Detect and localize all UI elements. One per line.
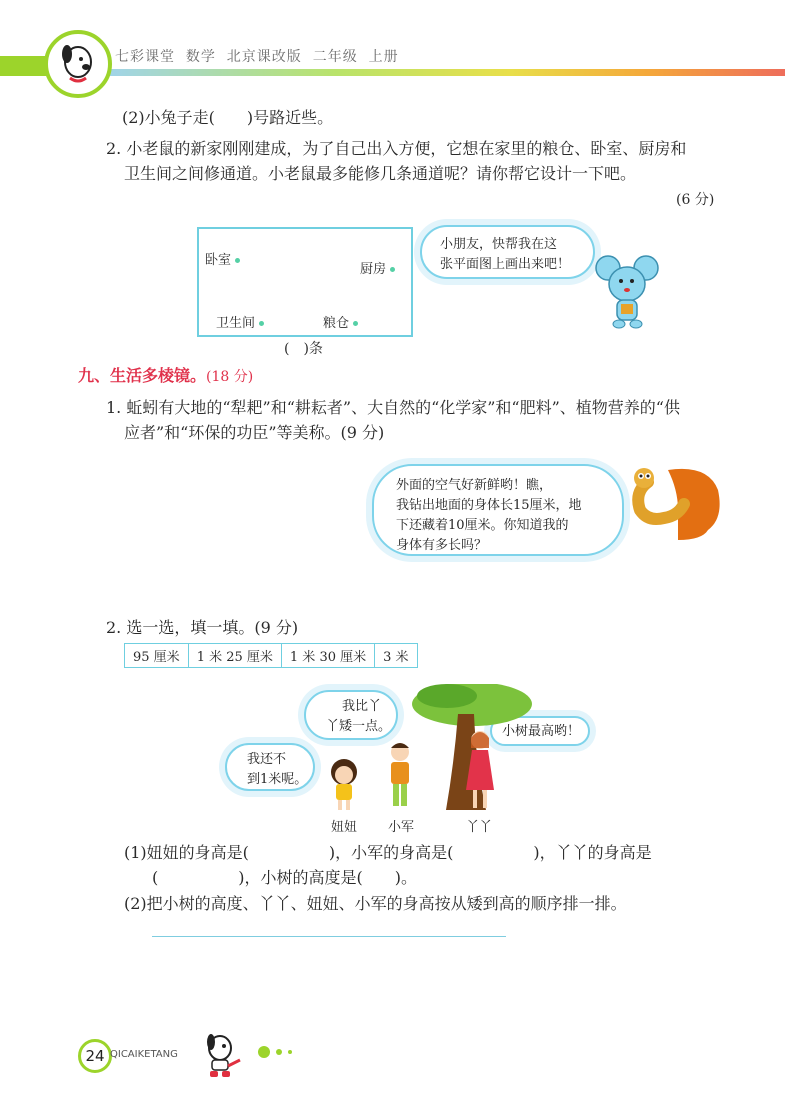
p9-q1-line1: 1. 蚯蚓有大地的“犁耙”和“耕耘者”、大自然的“化学家”和“肥料”、植物营养的“供 [106,398,680,417]
bubble-line: 我钻出地面的身体长15厘米，地 [396,498,582,513]
mouse-illustration [594,250,662,334]
bubble-line: 小树最高哟！ [502,724,581,739]
height-options-table [124,643,418,668]
sub2: (2)把小树的高度、丫丫、妞妞、小军的身高按从矮到高的顺序排一排。 [124,894,627,913]
bubble-line: 小朋友，快帮我在这 [440,237,558,252]
room-granary [323,312,358,331]
mouse-speech-bubble [420,225,595,279]
p9-q1-line2: 应者”和“环保的功臣”等美称。(9 分) [124,423,385,442]
room-kitchen [360,258,395,277]
q2-score: (6 分) [676,192,715,208]
q2-line1: 2. 小老鼠的新家刚刚建成，为了自己出入方便，它想在家里的粮仓、卧室、厨房和 [106,139,687,158]
kids-and-tree-illustration [322,684,532,818]
room-bedroom [205,249,240,268]
sub1-line1: (1)妞妞的身高是( )，小军的身高是( )，丫丫的身高是 [124,843,652,862]
page-number: 24 [78,1039,112,1073]
bubble-line: 身体有多长吗？ [396,538,488,553]
answer-blank: ( )条 [284,341,323,357]
earthworm-illustration [628,462,724,546]
room-label: 粮仓 [323,316,350,331]
p9-q2-title: 2. 选一选，填一填。(9 分) [106,618,299,637]
option-cell: 1 米 30 厘米 [281,644,374,668]
bubble-line: 张平面图上画出来吧！ [440,257,571,272]
room-label: 厨房 [360,262,387,277]
name-yaya: 丫丫 [466,820,493,835]
dog-mascot-logo [44,30,112,98]
section-title-text: 九、生活多棱镜。 [78,366,207,385]
bubble-line: 下还藏着10厘米。你知道我的 [396,518,569,533]
section-score: (18 分) [206,369,254,385]
footer-dots [258,1046,298,1060]
room-label: 卫生间 [216,316,256,331]
bubble-line: 丫矮一点。 [326,719,392,734]
option-cell: 95 厘米 [125,644,189,668]
bubble-line: 到1米呢。 [247,772,308,787]
footer-brand: QICAIKETANG [110,1049,178,1060]
dot-kitchen [390,267,395,272]
q2-line2: 卫生间之间修通道。小老鼠最多能修几条通道呢？请你帮它设计一下吧。 [124,164,637,183]
dog-mascot-footer [196,1028,246,1084]
bubble-line: 外面的空气好新鲜哟！瞧， [396,478,553,493]
bubble-line: 我还不 [247,752,287,767]
header-title: 七彩课堂 数学 北京课改版 二年级 上册 [115,49,399,65]
room-bathroom [216,312,264,331]
name-sister: 妞妞 [331,820,358,835]
sub1-line2: ( )，小树的高度是( )。 [152,868,417,887]
answer-line [152,936,506,937]
option-cell: 3 米 [375,644,417,668]
q1-sub2: (2)小兔子走( )号路近些。 [122,108,334,127]
worm-speech-bubble [372,464,624,556]
name-xiaojun: 小军 [388,820,415,835]
dot-bedroom [235,258,240,263]
bubble-line: 我比丫 [342,699,382,714]
sister-speech-bubble [225,743,315,791]
option-cell: 1 米 25 厘米 [188,644,281,668]
dot-bathroom [259,321,264,326]
section-title-9 [78,366,253,387]
room-label: 卧室 [205,253,232,268]
dot-granary [353,321,358,326]
